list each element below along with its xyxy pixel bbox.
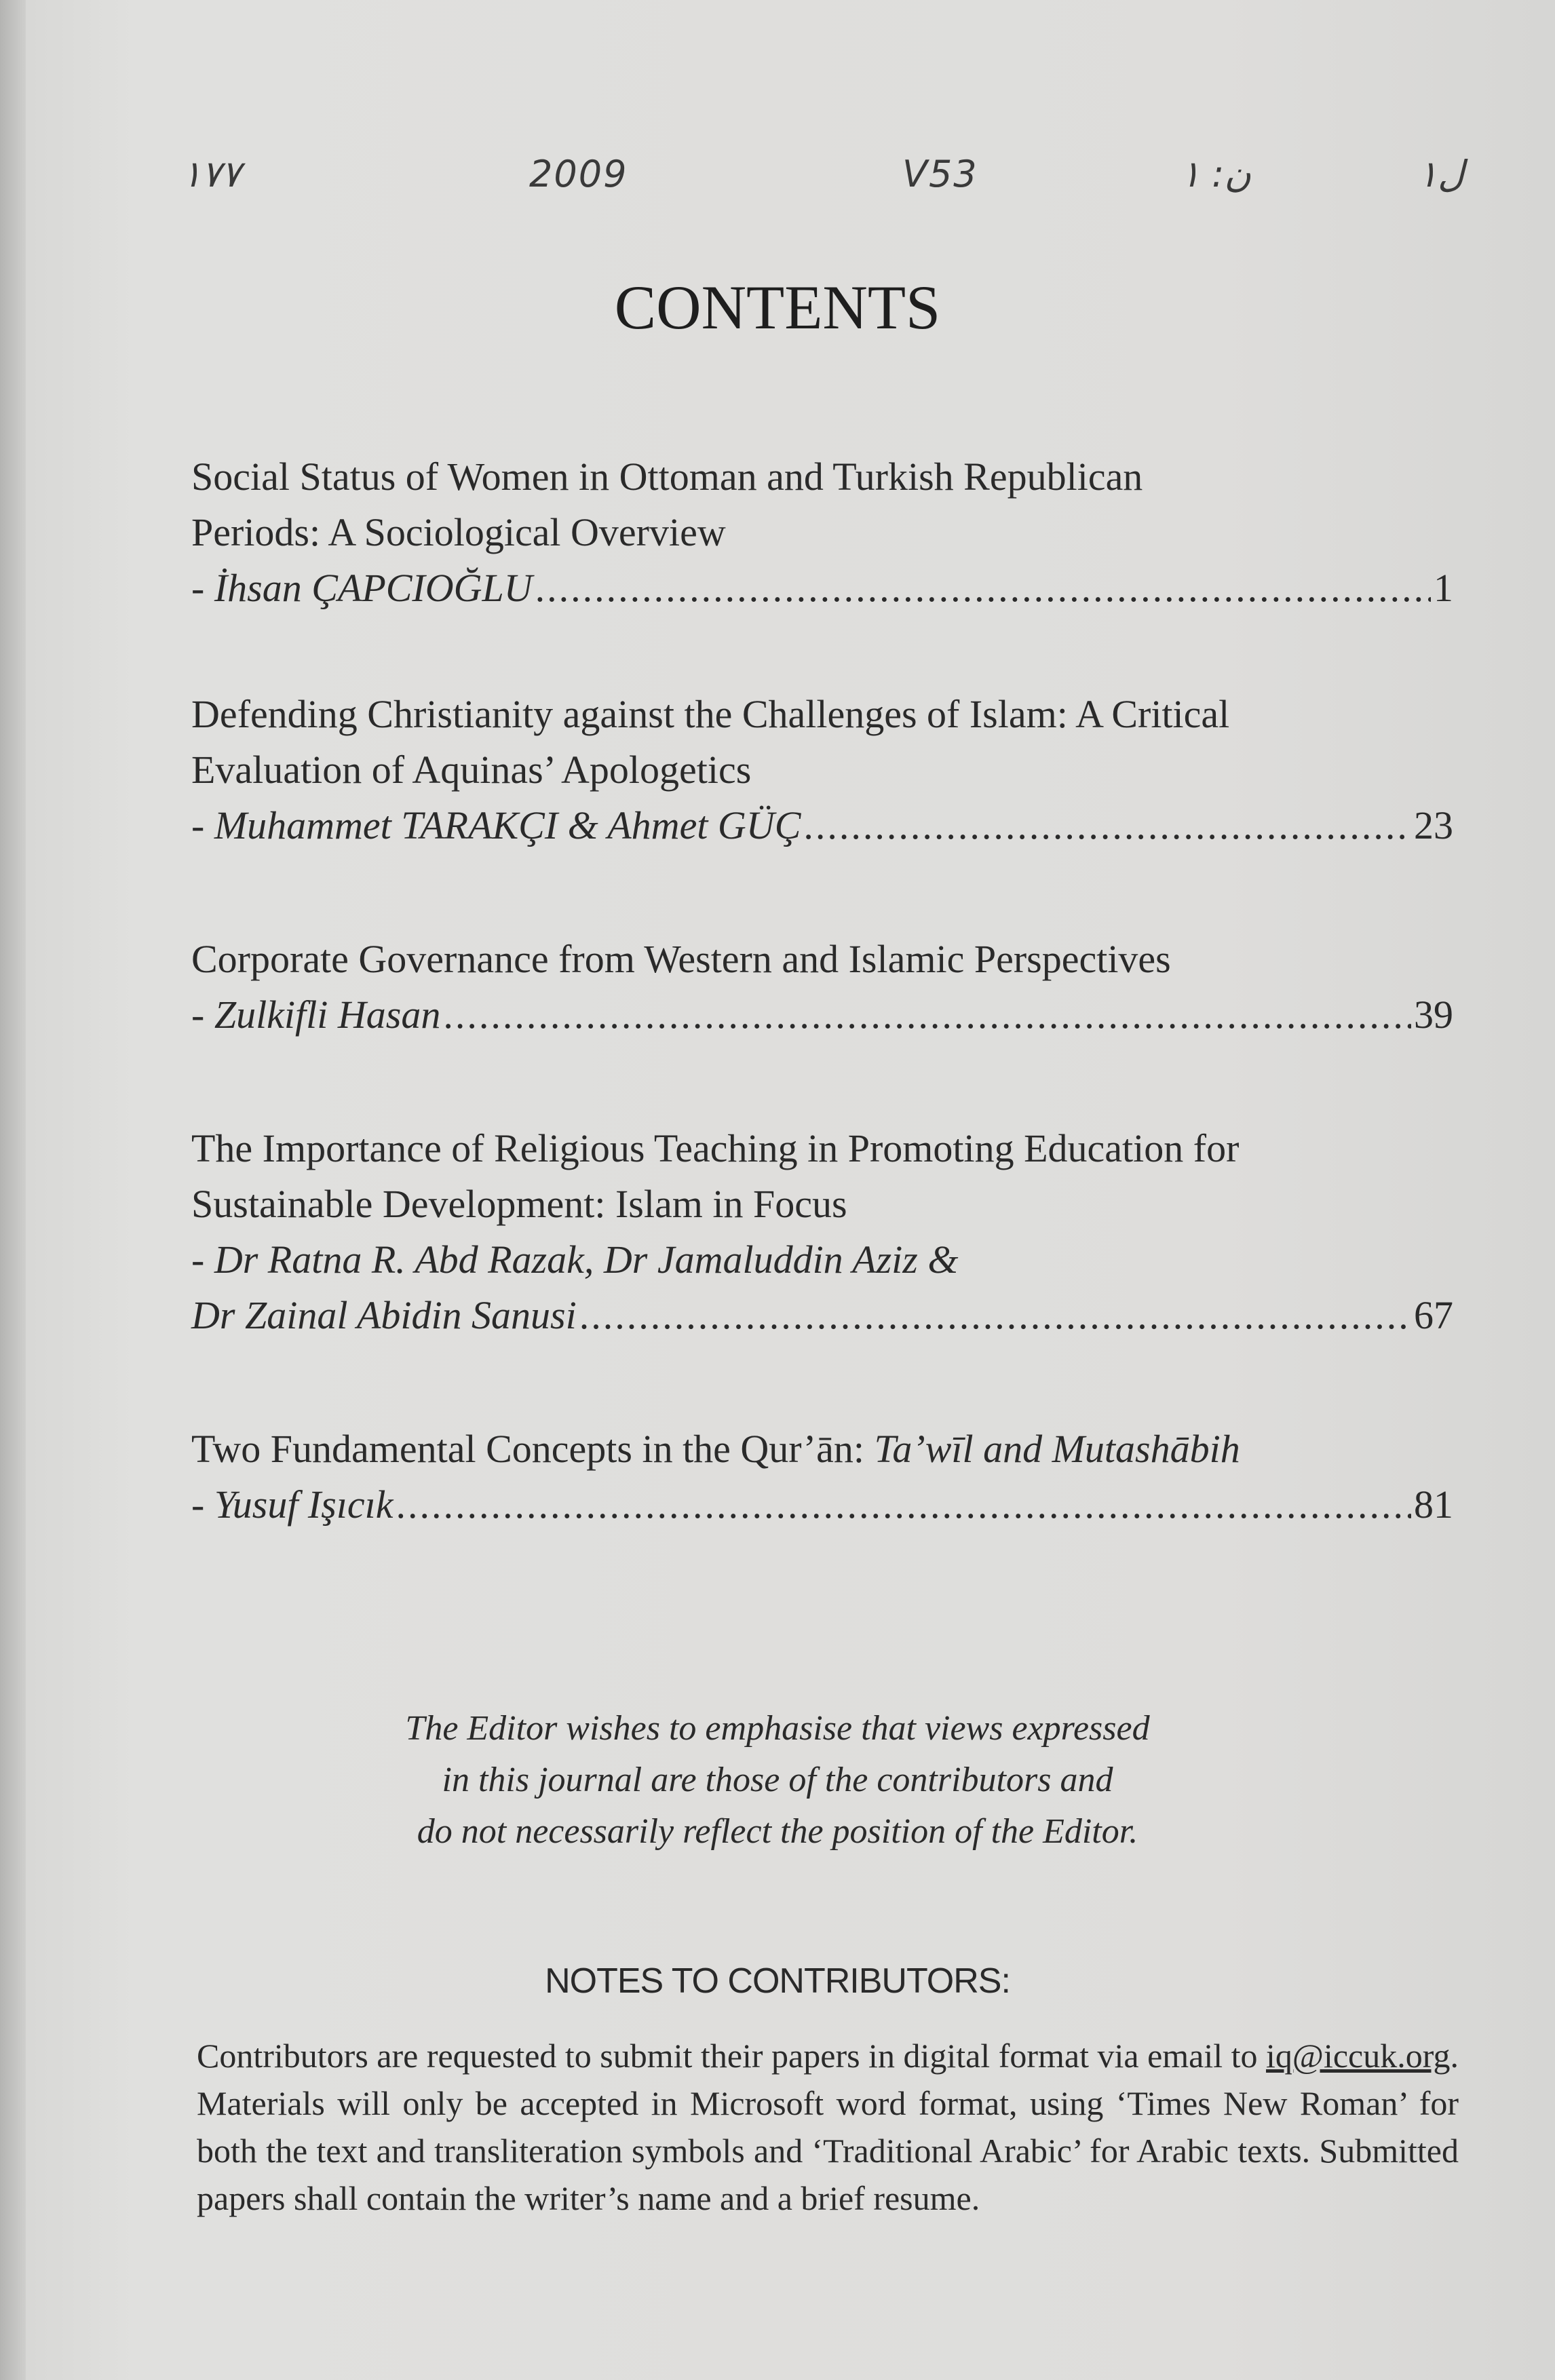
- notes-heading: NOTES TO CONTRIBUTORS:: [545, 1961, 1010, 2001]
- entry-author-row: [191, 798, 1453, 853]
- leader-dots: [535, 560, 1431, 616]
- book-spine-edge: [0, 0, 26, 2380]
- entry-author: Dr Zainal Abidin Sanusi: [191, 1293, 577, 1337]
- entry-title-line: Defending Christianity against the Challenges of Islam: A Critical: [191, 692, 1230, 736]
- disclaimer-line: do not necessarily reflect the position of the Editor.: [417, 1812, 1138, 1851]
- entry-author: - Zulkifli Hasan: [191, 993, 441, 1037]
- entry-author-row: [191, 1288, 1453, 1343]
- disclaimer-line: in this journal are those of the contributors and: [442, 1761, 1113, 1799]
- handwritten-note-3: V53: [902, 153, 978, 195]
- entry-author: - İhsan ÇAPCIOĞLU: [191, 566, 533, 610]
- entry-author-row: [191, 987, 1453, 1043]
- entry-title-line: Corporate Governance from Western and Islamic Perspectives: [191, 937, 1171, 981]
- entry-title-plain: Two Fundamental Concepts in the Qur’ān:: [191, 1427, 875, 1471]
- notes-text: . Materials will only be accepted in Microsoft word format, using ‘Times New Roman’ for both the text and transliteration symbols and ‘Traditional Arabic’ for Arabic texts. Submitted papers shall contain the writer’s name and a brief resume.: [197, 2037, 1459, 2217]
- leader-dots: [396, 1477, 1411, 1533]
- entry-page-number: 1: [1434, 566, 1453, 610]
- handwritten-note-2: 2009: [529, 153, 628, 195]
- entry-title-line: Sustainable Development: Islam in Focus: [191, 1182, 847, 1226]
- handwritten-note-1: ١٧٧: [182, 153, 242, 195]
- entry-author: - Dr Ratna R. Abd Razak, Dr Jamaluddin Aziz &: [191, 1237, 959, 1282]
- notes-text: Contributors are requested to submit their papers in digital format via email to: [197, 2037, 1267, 2075]
- notes-body: [197, 2032, 1459, 2222]
- handwritten-note-5: ل١: [1418, 153, 1465, 195]
- entry-page-number: 81: [1414, 1482, 1453, 1527]
- toc-entry[interactable]: [191, 449, 1453, 616]
- entry-page-number: 67: [1414, 1293, 1453, 1337]
- toc-entry[interactable]: [191, 932, 1453, 1043]
- leader-dots: [443, 987, 1411, 1043]
- entry-title-line: Evaluation of Aquinas’ Apologetics: [191, 748, 752, 792]
- entry-author: - Muhammet TARAKÇI & Ahmet GÜÇ: [191, 803, 801, 847]
- entry-page-number: 39: [1414, 993, 1453, 1037]
- contact-email-link[interactable]: iq@iccuk.org: [1266, 2037, 1451, 2075]
- leader-dots: [803, 798, 1411, 853]
- toc-entry[interactable]: [191, 1421, 1453, 1533]
- editor-disclaimer: [0, 1703, 1555, 1858]
- entry-title-line: The Importance of Religious Teaching in Promoting Education for: [191, 1126, 1240, 1170]
- entry-author: - Yusuf Işıcık: [191, 1482, 393, 1527]
- toc-entry[interactable]: [191, 1121, 1453, 1343]
- entry-author-row: [191, 560, 1453, 616]
- entry-title-italic: Ta’wīl and Mutashābih: [874, 1427, 1240, 1471]
- entry-title-line: Social Status of Women in Ottoman and Turkish Republican: [191, 455, 1143, 499]
- page-title: CONTENTS: [614, 273, 941, 342]
- entry-author-row: [191, 1477, 1453, 1533]
- disclaimer-line: The Editor wishes to emphasise that views expressed: [405, 1709, 1150, 1748]
- entry-page-number: 23: [1414, 803, 1453, 847]
- toc-entry[interactable]: [191, 687, 1453, 853]
- handwritten-note-4: ن: ١: [1180, 153, 1252, 195]
- leader-dots: [579, 1288, 1411, 1343]
- entry-title-line: [191, 1421, 1453, 1477]
- entry-title-line: Periods: A Sociological Overview: [191, 510, 726, 554]
